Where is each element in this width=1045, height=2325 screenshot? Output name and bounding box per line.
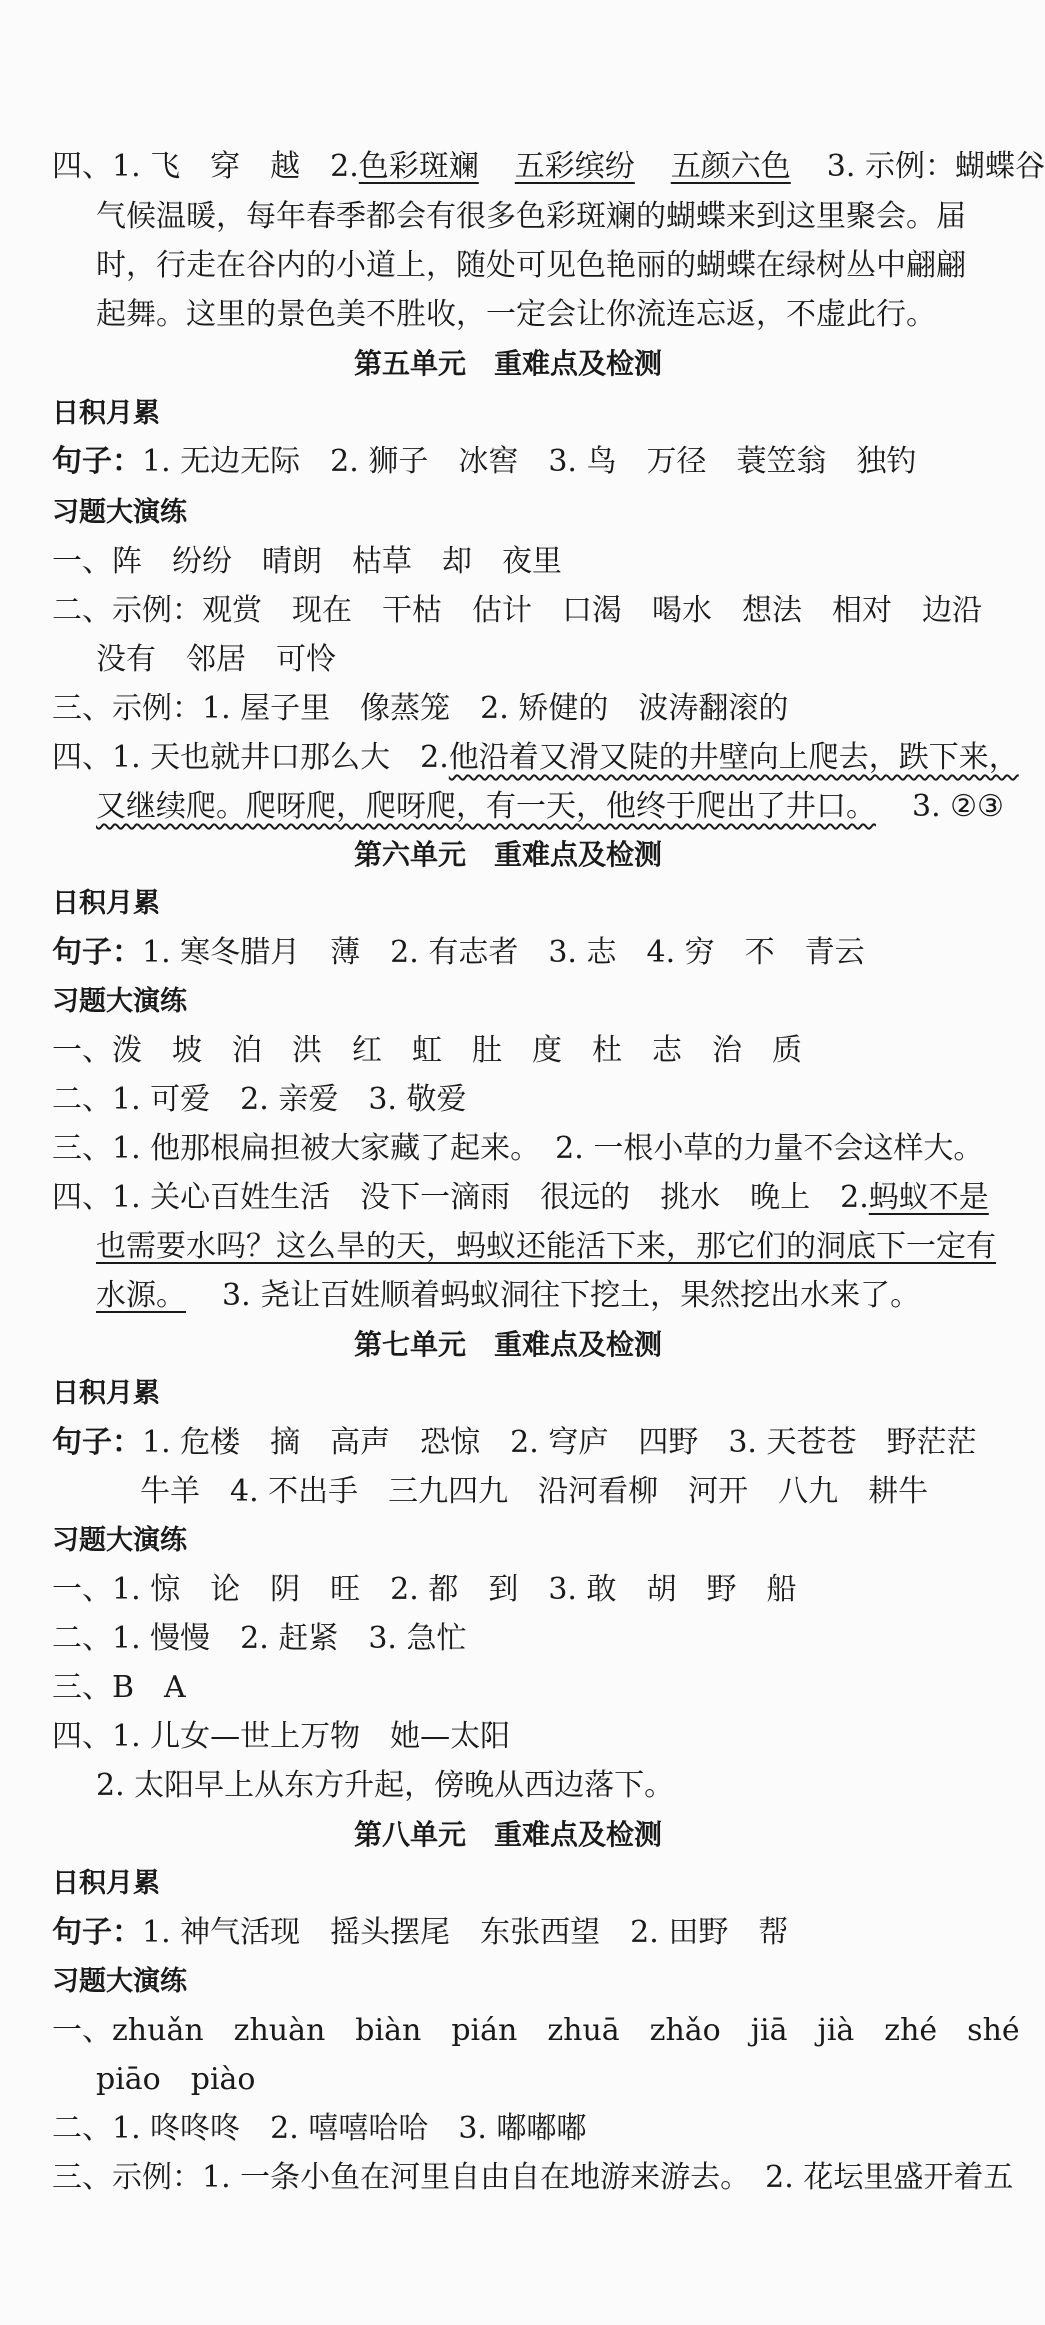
unit7-juzi-line1 bbox=[52, 1421, 976, 1465]
unit7-rjyl-heading: 日积月累 bbox=[52, 1378, 160, 1409]
unit6-q4-intro: 四、1. 关心百姓生活 没下一滴雨 很远的 挑水 晚上 2. bbox=[52, 1180, 869, 1215]
unit8-title: 第八单元 重难点及检测 bbox=[353, 1818, 662, 1851]
unit6-q2: 二、1. 可爱 2. 亲爱 3. 敬爱 bbox=[52, 1082, 467, 1117]
unit7-q4-line1: 四、1. 儿女—世上万物 她—太阳 bbox=[52, 1719, 511, 1754]
unit5-q4-line1 bbox=[52, 736, 1019, 780]
unit5-q1: 一、阵 纷纷 晴朗 枯草 却 夜里 bbox=[52, 544, 562, 579]
unit5-juzi bbox=[52, 440, 976, 484]
unit7-q1: 一、1. 惊 论 阴 旺 2. 都 到 3. 敢 胡 野 船 bbox=[52, 1572, 797, 1607]
unit7-q4-line2: 2. 太阳早上从东方升起，傍晚从西边落下。 bbox=[96, 1768, 675, 1803]
unit5-q4-intro: 四、1. 天也就井口那么大 2. bbox=[52, 740, 449, 775]
u4-line-2: 气候温暖，每年春季都会有很多色彩斑斓的蝴蝶来到这里聚会。届 bbox=[96, 199, 966, 234]
unit5-q4-wavy-answer: 他沿着又滑又陡的井壁向上爬去，跌下来， bbox=[448, 740, 1019, 775]
u4-line-4: 起舞。这里的景色美不胜收，一定会让你流连忘返，不虚此行。 bbox=[96, 297, 936, 332]
unit5-title: 第五单元 重难点及检测 bbox=[353, 347, 662, 380]
unit7-q2: 二、1. 慢慢 2. 赶紧 3. 急忙 bbox=[52, 1621, 467, 1656]
juzi-content: 1. 危楼 摘 高声 恐惊 2. 穹庐 四野 3. 天苍苍 野茫茫 bbox=[142, 1425, 977, 1460]
unit5-q3: 三、示例：1. 屋子里 像蒸笼 2. 矫健的 波涛翻滚的 bbox=[52, 691, 789, 726]
unit6-q3: 三、1. 他那根扁担被大家藏了起来。 2. 一根小草的力量不会这样大。 bbox=[52, 1131, 984, 1166]
u4-example: 3. 示例：蝴蝶谷 bbox=[826, 149, 1045, 184]
unit6-q4-line1 bbox=[52, 1176, 989, 1220]
unit6-rjyl-heading: 日积月累 bbox=[52, 888, 160, 919]
unit6-xt-heading: 习题大演练 bbox=[52, 986, 187, 1017]
unit8-xt-heading: 习题大演练 bbox=[52, 1966, 187, 1997]
juzi-label: 句子： bbox=[52, 935, 142, 970]
unit7-xt-heading: 习题大演练 bbox=[52, 1525, 187, 1556]
juzi-content: 1. 无边无际 2. 狮子 冰窖 3. 鸟 万径 蓑笠翁 独钓 bbox=[142, 444, 917, 479]
unit5-rjyl-heading: 日积月累 bbox=[52, 398, 160, 429]
juzi-label: 句子： bbox=[52, 444, 142, 479]
unit6-title: 第六单元 重难点及检测 bbox=[353, 838, 662, 871]
unit5-q4-part3: 3. ②③ bbox=[912, 789, 1004, 824]
unit7-juzi-line2: 牛羊 4. 不出手 三九四九 沿河看柳 河开 八九 耕牛 bbox=[140, 1474, 929, 1509]
unit6-q4-line3 bbox=[96, 1274, 976, 1318]
juzi-content: 1. 神气活现 摇头摆尾 东张西望 2. 田野 帮 bbox=[142, 1915, 789, 1950]
unit6-q4-underlined: 也需要水吗？这么旱的天，蚂蚁还能活下来，那它们的洞底下一定有 bbox=[96, 1229, 996, 1264]
unit6-q1: 一、泼 坡 泊 洪 红 虹 肚 度 杜 志 治 质 bbox=[52, 1033, 802, 1068]
u4-line-1 bbox=[52, 145, 1045, 189]
unit6-q4-part3: 3. 尧让百姓顺着蚂蚁洞往下挖土，果然挖出水来了。 bbox=[222, 1278, 921, 1313]
unit6-q4-line2 bbox=[96, 1225, 996, 1269]
unit8-juzi bbox=[52, 1911, 976, 1955]
unit6-q4-underlined: 蚂蚁不是 bbox=[868, 1180, 989, 1215]
unit8-q3: 三、示例：1. 一条小鱼在河里自由自在地游来游去。 2. 花坛里盛开着五 bbox=[52, 2160, 1014, 2195]
unit6-q4-underlined: 水源。 bbox=[96, 1278, 186, 1313]
u4-answer-underlined: 色彩斑斓 bbox=[358, 149, 479, 184]
unit6-juzi bbox=[52, 931, 976, 975]
unit5-q2-line1: 二、示例：观赏 现在 干枯 估计 口渴 喝水 想法 相对 边沿 bbox=[52, 593, 982, 628]
u4-q4-intro: 四、1. 飞 穿 越 2. bbox=[52, 149, 359, 184]
u4-answer-underlined: 五颜六色 bbox=[670, 149, 791, 184]
unit8-q2: 二、1. 咚咚咚 2. 嘻嘻哈哈 3. 嘟嘟嘟 bbox=[52, 2111, 587, 2146]
unit5-q4-wavy-answer: 又继续爬。爬呀爬，爬呀爬，有一天，他终于爬出了井口。 bbox=[96, 789, 876, 824]
u4-answer-underlined: 五彩缤纷 bbox=[514, 149, 635, 184]
unit7-q3: 三、B A bbox=[52, 1670, 186, 1705]
unit7-title: 第七单元 重难点及检测 bbox=[353, 1328, 662, 1361]
unit8-q1-line2: piāo piào bbox=[96, 2062, 256, 2097]
unit8-rjyl-heading: 日积月累 bbox=[52, 1868, 160, 1899]
juzi-content: 1. 寒冬腊月 薄 2. 有志者 3. 志 4. 穷 不 青云 bbox=[142, 935, 865, 970]
juzi-label: 句子： bbox=[52, 1425, 142, 1460]
juzi-label: 句子： bbox=[52, 1915, 142, 1950]
unit5-q2-line2: 没有 邻居 可怜 bbox=[96, 642, 336, 677]
unit5-q4-line2 bbox=[96, 785, 1004, 829]
unit5-xt-heading: 习题大演练 bbox=[52, 497, 187, 528]
unit8-q1-line1: 一、zhuǎn zhuàn biàn pián zhuā zhǎo jiā jià zhé shé bbox=[52, 2013, 1020, 2048]
u4-line-3: 时，行走在谷内的小道上，随处可见色艳丽的蝴蝶在绿树丛中翩翩 bbox=[96, 248, 966, 283]
